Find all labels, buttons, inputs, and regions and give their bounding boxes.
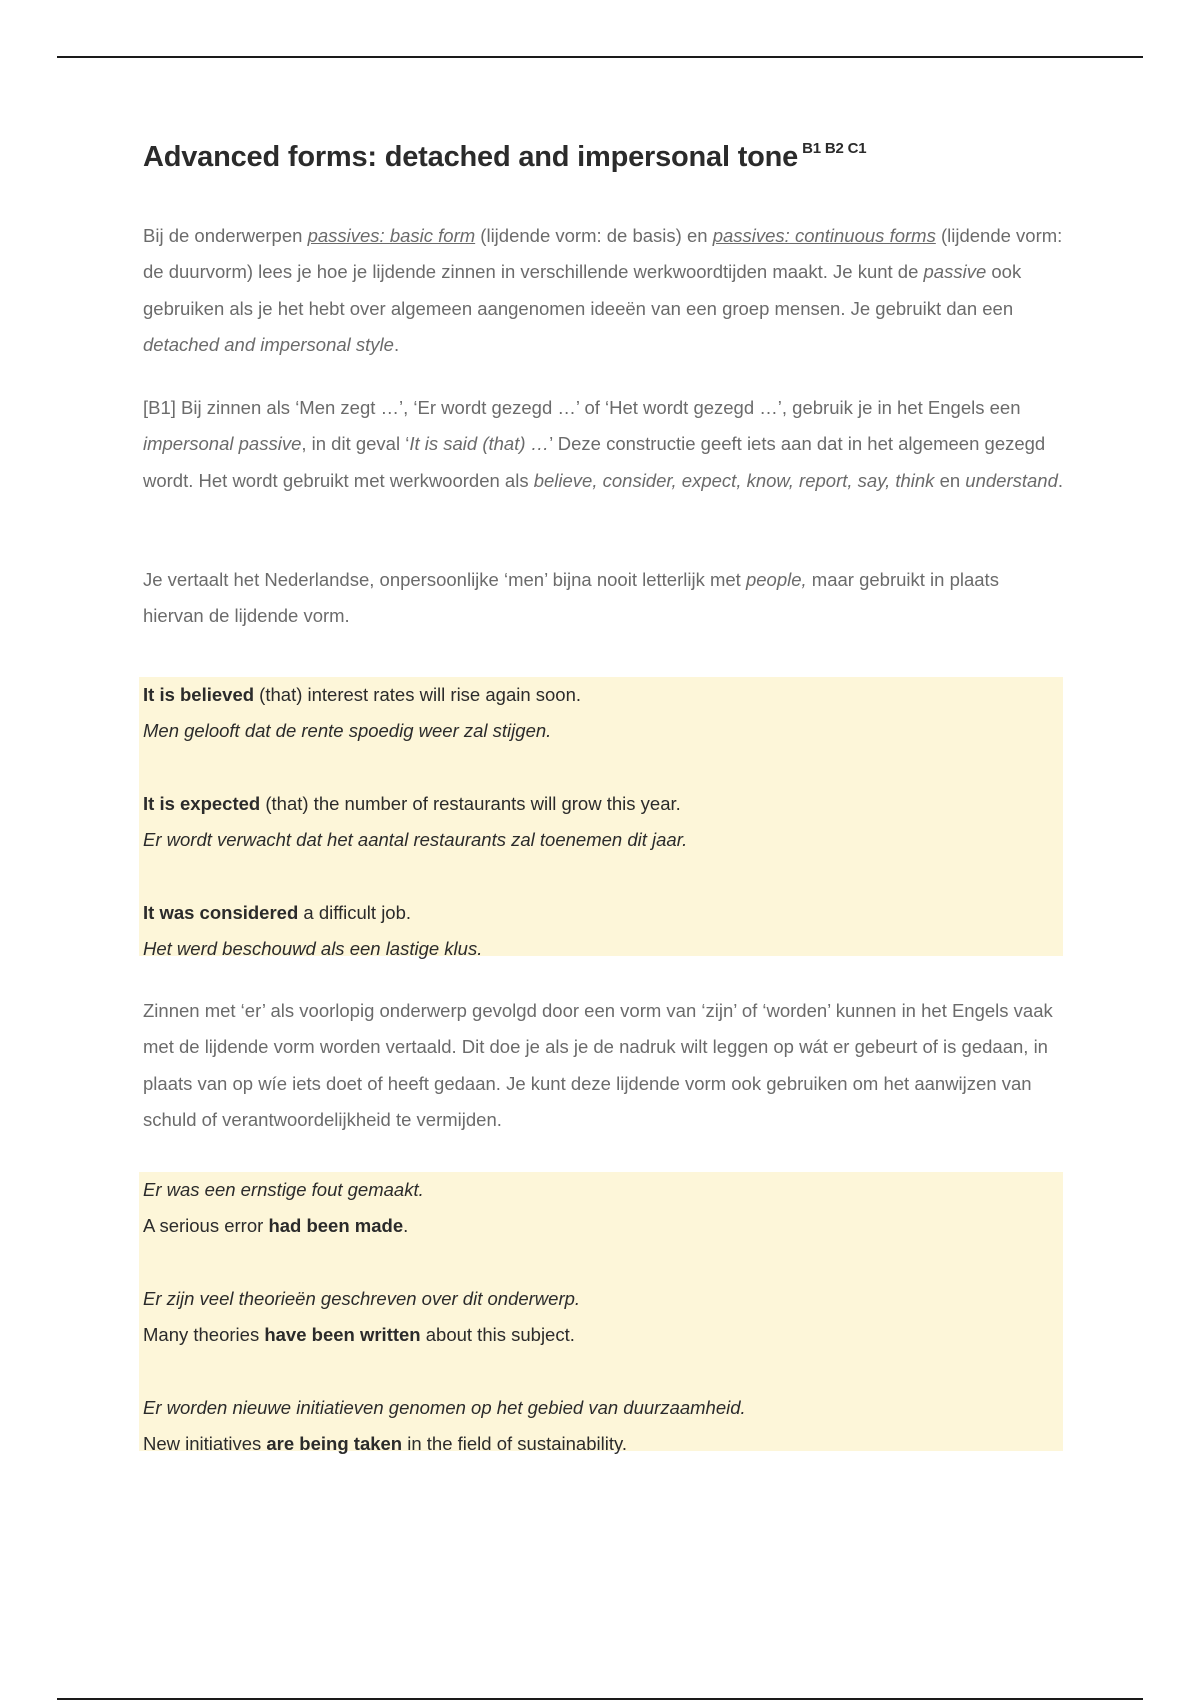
example-pre: Many theories — [143, 1324, 265, 1346]
men-text-1: Je vertaalt het Nederlandse, onpersoonlijke ‘men’ bijna nooit letterlijk met — [143, 569, 746, 590]
link-passives-continuous-forms[interactable]: passives: continuous forms — [712, 225, 936, 246]
b1-paragraph — [143, 390, 1063, 499]
example-rest: a difficult job. — [298, 901, 412, 923]
b1-text-1: [B1] Bij zinnen als ‘Men zegt …’, ‘Er wordt gezegd …’ of ‘Het wordt gezegd …’, gebruik je in het Engels een — [143, 397, 1021, 418]
b1-italic-3: believe, consider, expect, know, report, say, think — [533, 469, 935, 491]
example-sentence — [143, 895, 1059, 931]
example-post: in the field of sustainability. — [402, 1433, 627, 1455]
men-italic-1: people, — [745, 569, 807, 590]
example-pre: A serious error — [143, 1215, 269, 1237]
b1-italic-2: It is said (that) … — [409, 433, 550, 455]
example-spacer — [143, 750, 1059, 786]
example-dutch: Er was een ernstige fout gemaakt. — [143, 1179, 424, 1200]
example-bold: It was considered — [143, 901, 299, 923]
intro-italic-1: passive — [923, 261, 987, 283]
example-bold: It is expected — [143, 792, 261, 814]
intro-italic-2: detached and impersonal style — [143, 333, 394, 355]
example-spacer — [143, 858, 1059, 894]
b1-text-2: , in dit geval ‘ — [301, 433, 410, 455]
example-translation: Men gelooft dat de rente spoedig weer zal stijgen. — [143, 720, 552, 742]
example-rest: (that) interest rates will rise again soon. — [254, 684, 582, 705]
level-tags: B1 B2 C1 — [802, 140, 867, 157]
example-dutch: Er worden nieuwe initiatieven genomen op het gebied van duurzaamheid. — [143, 1396, 746, 1418]
intro-text-3: (lijdende vorm: de duurvorm) lees je hoe je lijdende zinnen in verschillende werkwoordtijden maakt. Je kunt de — [143, 225, 1063, 283]
example-spacer — [143, 1245, 1059, 1281]
men-paragraph — [143, 562, 1063, 635]
intro-text-1: Bij de onderwerpen — [143, 225, 308, 246]
intro-text-2: (lijdende vorm: de basis) en — [475, 225, 713, 246]
er-text: Zinnen met ‘er’ als voorlopig onderwerp gevolgd door een vorm van ‘zijn’ of ‘worden’ kunnen in het Engels vaak met de lijdende vorm worden vertaald. Dit doe je als je de nadruk wilt leggen op wát er gebeurt of is gedaan, in plaats van op wíe iets doet of heeft gedaan. Je kunt deze lijdende vorm ook gebruiken om het aanwijzen van schuld of verantwoordelijkheid te vermijden. — [143, 1000, 1053, 1130]
document-page — [143, 140, 1064, 1455]
example-post: about this subject. — [420, 1324, 575, 1346]
intro-text-5: . — [393, 333, 400, 355]
example-bold: had been made — [268, 1215, 404, 1237]
example-english — [143, 1426, 1059, 1462]
example-pre: New initiatives — [143, 1433, 267, 1455]
b1-text-5: . — [1057, 469, 1064, 491]
page-title — [143, 140, 1063, 174]
top-rule — [57, 56, 1143, 58]
example-bold: are being taken — [266, 1433, 403, 1455]
b1-italic-1: impersonal passive — [143, 433, 302, 455]
b1-text-3: ’ Deze constructie geeft iets aan dat in het algemeen gezegd wordt. Het wordt gebruikt met werkwoorden als — [143, 433, 1046, 491]
intro-text-4: ook gebruiken als je het hebt over algemeen aangenomen ideeën van een groep mensen. Je gebruikt dan een — [143, 261, 1022, 319]
intro-paragraph — [143, 218, 1063, 363]
example-english — [143, 1317, 1059, 1353]
er-paragraph — [143, 993, 1063, 1138]
link-passives-basic-form[interactable]: passives: basic form — [307, 225, 476, 246]
example-bold: It is believed — [143, 684, 255, 705]
example-sentence — [143, 786, 1059, 822]
b1-italic-4: understand — [965, 469, 1058, 491]
title-text: Advanced forms: detached and impersonal tone — [143, 141, 799, 173]
example-rest: (that) the number of restaurants will grow this year. — [260, 792, 681, 814]
b1-text-4: en — [934, 469, 966, 491]
example-translation: Er wordt verwacht dat het aantal restaurants zal toenemen dit jaar. — [143, 829, 688, 851]
example-sentence — [143, 677, 1059, 713]
example-dutch: Er zijn veel theorieën geschreven over dit onderwerp. — [143, 1287, 581, 1309]
men-text-2: maar gebruikt in plaats hiervan de lijdende vorm. — [143, 569, 999, 627]
examples-box-impersonal — [139, 677, 1063, 960]
example-english — [143, 1208, 1059, 1244]
examples-box-er — [139, 1172, 1063, 1455]
example-translation: Het werd beschouwd als een lastige klus. — [143, 938, 483, 960]
example-bold: have been written — [264, 1324, 421, 1346]
example-spacer — [143, 1353, 1059, 1389]
example-post: . — [403, 1215, 409, 1237]
